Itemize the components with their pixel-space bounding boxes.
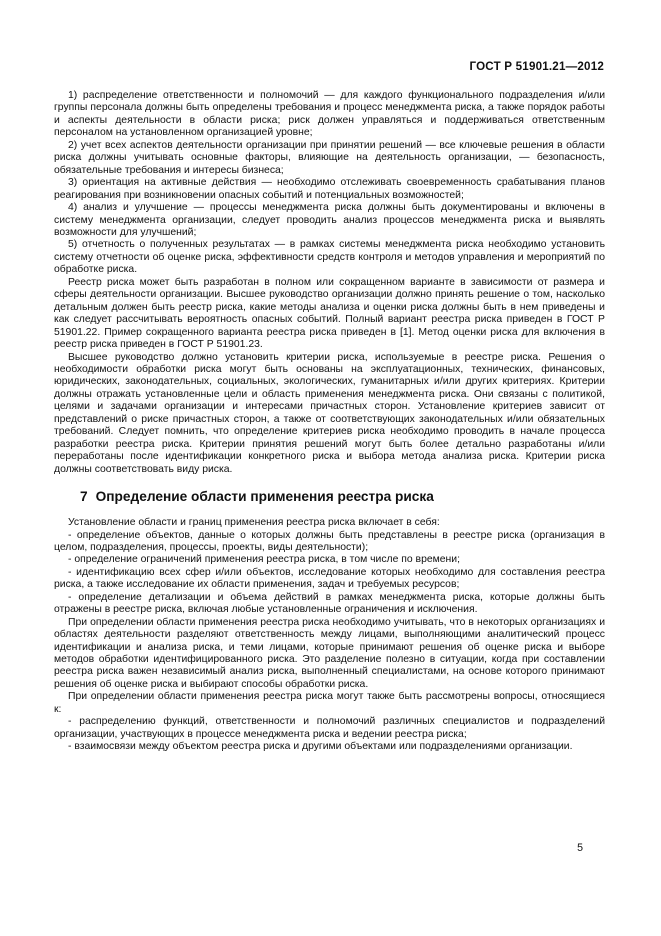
- section-7-number: 7: [80, 489, 88, 505]
- section7-bullet2-functions: - распределению функций, ответственности и полномочий различных специалистов и подразделений организации, участвующих в процессе менеджмента риска и ведении реестра риска;: [54, 716, 605, 740]
- section7-bullet-identification: - идентификацию всех сфер и/или объектов, исследование которых необходимо для составления реестра риска, а также исследование их области применения, задач и требуемых ресурсов;: [54, 566, 605, 591]
- numbered-item-2: 2) учет всех аспектов деятельности организации при принятии решений — все ключевые решения в области риска должны учитывать основные факторы, влияющие на деятельность организации, — безопасность, обязательные требования и интересы бизнеса;: [54, 139, 605, 176]
- paragraph-register-variants: Реестр риска может быть разработан в полном или сокращенном варианте в зависимости от размера и сферы деятельности организации. Высшее руководство организации должно принять решение о том, насколько детальным должен быть реестр риска, какие методы анализа и оценки риска должны быть в нем приведены и как следует рассчитывать вероятность опасных событий. Полный вариант реестра риска приведен в ГОСТ Р 51901.22. Пример сокращенного варианта реестра риска приведен в [1]. Метод оценки риска для включения в реестр риска приведен в ГОСТ Р 51901.23.: [54, 276, 605, 351]
- section-7-heading: [54, 489, 605, 505]
- section7-bullet2-relations: - взаимосвязи между объектом реестра риска и другими объектами или подразделениями организации.: [68, 741, 573, 753]
- numbered-item-5: 5) отчетность о полученных результатах — в рамках системы менеджмента риска необходимо установить систему отчетности об оценке риска, эффективности средств контроля и методов управления и мероприятий по обработке риска.: [54, 239, 605, 276]
- page-number: 5: [577, 842, 583, 854]
- numbered-item-3: 3) ориентация на активные действия — необходимо отслеживать своевременность срабатывания планов реагирования при возникновении опасных событий и потенциальных возможностей;: [54, 177, 605, 201]
- numbered-item-4: 4) анализ и улучшение — процессы менеджмента риска должны быть документированы и включены в систему менеджмента организации, следует проводить анализ процессов менеджмента риска и выявлять возможности для улучшений;: [54, 202, 605, 238]
- page-body-text: [54, 90, 605, 754]
- section7-bullet-limits: - определение ограничений применения реестра риска, в том числе по времени;: [68, 554, 460, 566]
- section7-bullet-objects: - определение объектов, данные о которых должны быть представлены в реестре риска (организация в целом, подразделения, процессы, проекты, виды деятельности);: [54, 529, 605, 553]
- paragraph-responsibility-split: При определении области применения реестра риска необходимо учитывать, что в некоторых организациях и областях деятельности разделяют ответственность между лицами, выполняющими аналитический процесс идентификации и анализа риска, и теми лицами, которые принимают решения об оценке риска и выборе методов обработки идентифицированного риска. Это разделение полезно в ситуации, когда при составлении реестра риска важен независимый анализ риска, выполненный специалистами, на основе которого принимают решения об оценке риска и выбирают способы обработки риска.: [54, 616, 605, 690]
- section7-bullet-detail: - определение детализации и объема действий в рамках менеджмента риска, которые должны быть отражены в реестре риска, включая любые установленные ограничения и исключения.: [54, 591, 605, 616]
- running-header-document-code: ГОСТ Р 51901.21—2012: [469, 60, 604, 73]
- paragraph-risk-criteria: Высшее руководство должно установить критерии риска, используемые в реестре риска. Решения о необходимости обработки риска могут быть основаны на эксплуатационных, технических, финансовых, юридических, законодательных, социальных, экологических, гуманитарных и/или других критериях. Критерии должны отражать установленные цели и область применения менеджмента риска. Они связаны с политикой, целями и задачами организации и интересами причастных сторон. Установление критериев зависит от представлений о риске причастных сторон, а также от соответствующих законодательных и/или обязательных требований. Следует помнить, что определение критериев риска необходимо проводить в начале процесса разработки реестра риска. Критерии принятия решений могут быть более детально разработаны и/или переработаны после идентификации конкретного риска и выбора метода анализа риска. Критерии риска должны соответствовать виду риска.: [54, 351, 605, 475]
- section-7-title: Определение области применения реестра риска: [95, 489, 434, 505]
- section7-intro: Установление области и границ применения реестра риска включает в себя:: [68, 517, 440, 529]
- numbered-item-1: 1) распределение ответственности и полномочий — для каждого функционального подразделения и/или группы персонала должны быть определены требования и процесс менеджмента риска, а также порядок работы и аспекты деятельности в области риска; риск должен управляться и поддерживаться ответственным персоналом на установленном организацией уровне;: [54, 90, 605, 139]
- paragraph-questions: При определении области применения реестра риска могут также быть рассмотрены вопросы, относящиеся к:: [54, 691, 605, 715]
